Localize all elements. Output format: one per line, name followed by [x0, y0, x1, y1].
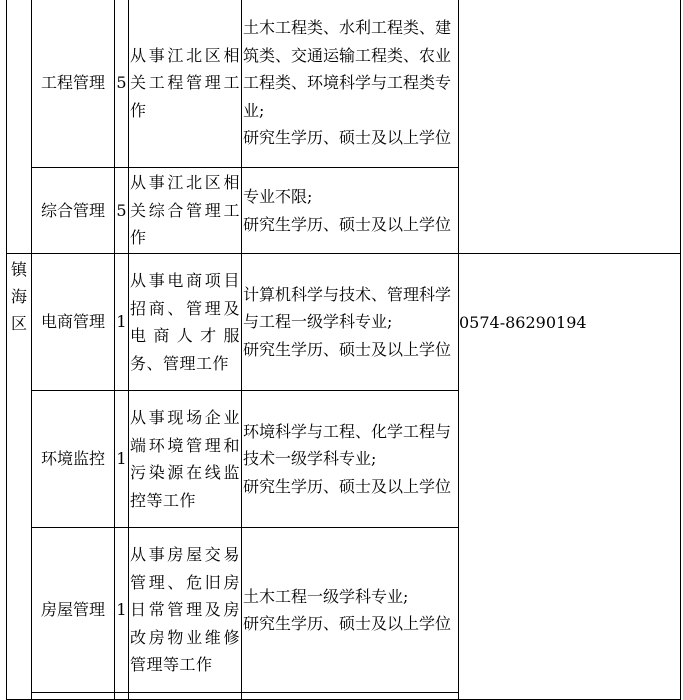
table-row: [7, 254, 681, 391]
position-cell: 房屋管理: [32, 528, 115, 693]
requirements-cell: [242, 528, 459, 693]
duty-cell: 从事房屋交易管理、危旧房日常管理及房改房物业维修管理等工作: [129, 528, 242, 693]
degree-requirement: 研究生学历、硕士及以上学位: [243, 128, 452, 148]
contact-cell: [459, 254, 681, 700]
position-cell: 工程管理: [32, 0, 115, 168]
count-cell: 1: [115, 254, 129, 391]
empty-cell: [32, 693, 115, 700]
major-requirement: 专业不限;: [243, 187, 313, 206]
duty-cell: 从事电商项目招商、管理及电商人才服务、管理工作: [129, 254, 242, 391]
major-requirement: 土木工程类、水利工程类、建筑类、交通运输工程类、农业工程类、环境科学与工程类专业;: [243, 18, 452, 120]
recruitment-table: [6, 0, 681, 700]
duty-cell: 从事现场企业端环境管理和污染源在线监控等工作: [129, 391, 242, 528]
empty-cell: [115, 693, 129, 700]
requirements-cell: [242, 0, 459, 168]
major-requirement: 土木工程一级学科专业;: [243, 586, 409, 606]
table-row: [7, 0, 681, 168]
region-cell-prev: [7, 0, 32, 254]
position-cell: 电商管理: [32, 254, 115, 391]
count-cell: 5: [115, 168, 129, 254]
position-cell: 综合管理: [32, 168, 115, 254]
major-requirement: 环境科学与工程、化学工程与技术一级学科专业;: [243, 421, 452, 469]
contact-cell-prev: [459, 0, 681, 254]
count-cell: 1: [115, 391, 129, 528]
degree-requirement: 研究生学历、硕士及以上学位: [243, 476, 452, 496]
requirements-cell: [242, 168, 459, 254]
empty-cell: [129, 693, 242, 700]
region-name: 镇海区: [11, 260, 28, 333]
degree-requirement: 研究生学历、硕士及以上学位: [243, 339, 452, 359]
count-cell: 5: [115, 0, 129, 168]
requirements-cell: [242, 391, 459, 528]
duty-cell: 从事江北区相关综合管理工作: [129, 168, 242, 254]
requirements-cell: [242, 254, 459, 391]
count-cell: 1: [115, 528, 129, 693]
contact-phone: 0574-86290194: [459, 313, 587, 332]
degree-requirement: 研究生学历、硕士及以上学位: [243, 614, 452, 633]
region-cell: [7, 254, 32, 700]
empty-cell: [242, 693, 459, 700]
major-requirement: 计算机科学与技术、管理科学与工程一级学科专业;: [243, 284, 452, 332]
degree-requirement: 研究生学历、硕士及以上学位: [243, 214, 452, 234]
position-cell: 环境监控: [32, 391, 115, 528]
duty-cell: 从事江北区相关工程管理工作: [129, 0, 242, 168]
